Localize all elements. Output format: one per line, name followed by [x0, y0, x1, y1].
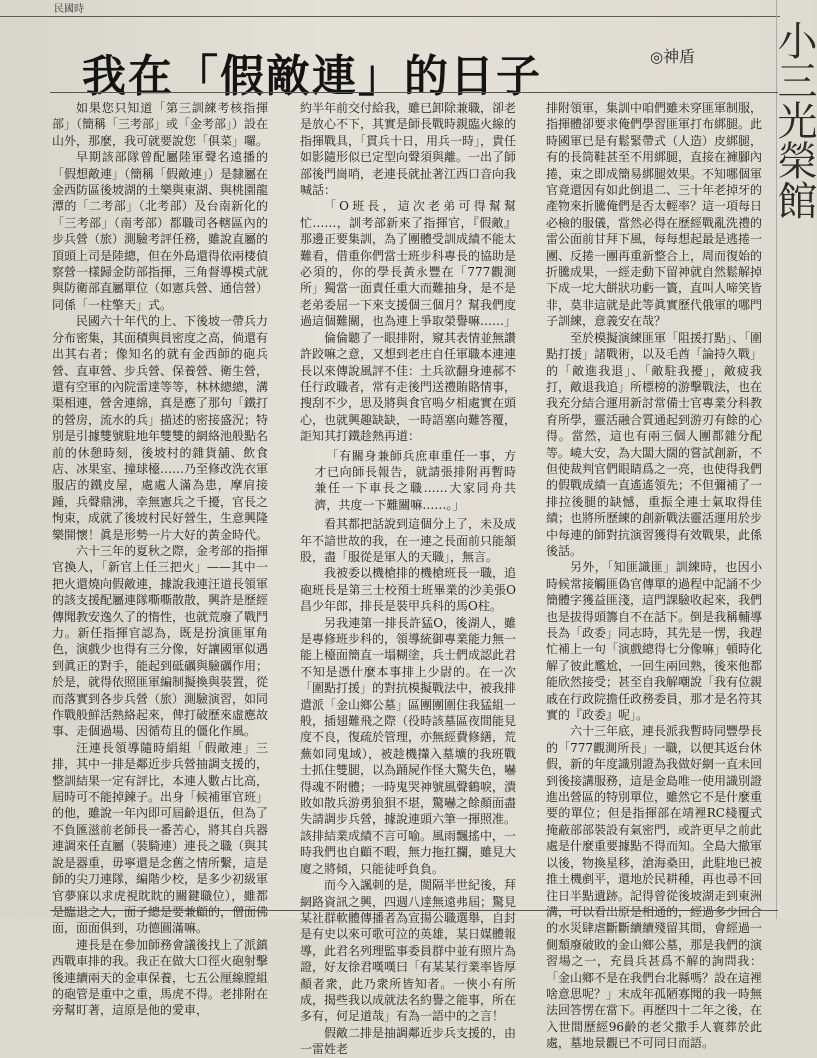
paragraph: 如果您只知道「第三訓練考核指揮部」（簡稱「三考部」或「金考部」）設在山外，那麼，我可就要說您「俱菜」囉。 [52, 101, 269, 148]
adjacent-article-headline: 小三光榮館 [771, 20, 817, 220]
paragraph: 汪連長領導隨時絹組「假敵連」三排，其中一排是鄰近步兵營抽調支援的，整訓結果一定有評比，本連人數占比高，屆時可不能掉鍊子。出身「候補軍官班」的他，雖說一年內即可屆齡退伍，但為了不負匯滋前老師長一番苦心，將其自兵器連調來任直屬（裝騎連）連長之職（與其說是器重，毋寧還是念舊之情所繫，這是師的尖刀連隊，編階少校，是多少初級軍官夢寐以求虎視眈眈的關鍵職位），雖都是臨退之人，面子總是要兼顧的，僧面佛面，面面俱到，功德圓滿嘛。 [52, 740, 269, 936]
paragraph: 我被委以機槍排的機槍班長一職，追砲班長是第三士校預士班畢業的沙美張O昌少年郎，排長是裝甲兵科的馬O柱。 [300, 566, 517, 614]
paragraph: 假敵二排是抽調鄰近步兵支援的，由一雷姓老 [300, 1025, 517, 1057]
paragraph: 另外，「知匪識匪」訓練時，也因小時候常接觸匪偽官傳單的過程中記誦不少簡體字獲益匪淺，這門課驗收起來，我們也是拔得頭籌自不在話下。倒是我稱輔導長為「政委」同志時，其先是一愣，我趕忙補上一句「演戲總得七分像嘛」頓時化解了彼此尷尬，一回生兩回熟，後來他都能欣然接受；甚至自我解嘲說「我有位親戚在行政院擔任政務委員，那才是名符其實的『政委』呢」。 [546, 560, 763, 723]
paragraph: 另我連第一排長許猛O，後湖人，雖是專修班步科的，領導統御專業能力無一能上檯面簡直一塌糊塗，兵士們成認此君不知是憑什麼本事排上少尉的。在一次「圍點打援」的對抗模擬戰法中，被我排遣派「金山鄉公墓」區團團圍住我猛組一般，插翅難飛之際（役時該墓區夜間能見度不良，復疏於管理，亦無經費修繕，荒蕪如同鬼域），被趁機攆入墓壙的我班戰士抓住雙腿，以為踊屍作怪大驚失色，嚇得魂不附體；一時鬼哭神號風聲鶴唳，潰敗如散兵游勇狼狽不堪，驚嚇之餘顏面盡失請調步兵營，據說連頭六筆一揮照准。該排結業成績不言可喻。風雨飄搖中，一時我們也自顧不暇，無力拖扛攔，雖見大廈之將傾，只能徒呼負負。 [300, 615, 517, 876]
paragraph: 約半年前交付給我，雖已卸除兼職，卻老是放心不下，其實是師長戰時親臨火線的指揮戰具，「貫兵十日，用兵一時」，貴任如影隨形似已定型向聲須與離。一出了師部後門崗哨，老連長就扯著江西口音向我喊話： [300, 101, 517, 198]
paragraph: 連長是在參加師務會議後找上了派鎮西戰車排的我。我正在做大口徑火砲射擊後連續兩天的金車保養，七五公厘線膛組的砲管是重中之重，馬虎不得。老排附在旁幫盯著，這原是他的愛車， [52, 937, 269, 1018]
section-name: 民國時 [54, 4, 84, 15]
article-column-2 [300, 100, 517, 1057]
paragraph: 而今入諷刺的是，閩隔半世紀後，拜網路資訊之興，四週八達無遠弗屆；驚見某社群軟體傳播者為宣揚公職選舉，自封是有史以來可歌可泣的英雄，某日媒體報導，此君名列理監事委員群中並有照片為證，好友徐君嘆嘆曰「有某某行業率皆厚顏者衆，此乃衆所皆知者。一俠小有所成，揭些我以成就法名約譽之能事，所在多有，何足道哉」有為一語中的之言！ [300, 878, 517, 1024]
article-title: 我在「假敵連」的日子 [82, 51, 542, 102]
paragraph: 民國六十年代的上、下後坡一帶兵力分布密集，其面積與員密度之高，倘還有出其右者；像知名的就有金西師的砲兵營、直車營、步兵營、保養營、衛生營，還有空軍的內院雷達等等，林林總總，溝渠相連，營舍連綿，真是應了那句「鐵打的營房，流水的兵」描述的密接盛況；特別是引據雙號駐地年雙雙的網絡池般點名前的休憩時刻，後坡村的雜貨舖、飲食店、冰果室、撞球檯……乃至修改洗衣軍服店的鐵皮屋，處處人滿為患，摩肩接踵，兵聲鼎沸，幸無憲兵之千擾，官長之恂束，成就了後坡村民好營生，生意興隆樂開懷！眞是形勢一片大好的黃金時代。 [52, 314, 269, 542]
article-column-3 [546, 100, 763, 1051]
paragraph: 看其都把話說到這個分上了，未及成年不諳世故的我，在一連之長面前只能頷股，盡「服從是軍人的天職」，無言。 [300, 517, 517, 564]
author-name: 神盾 [663, 47, 696, 66]
paragraph: 至於模擬演練匪軍「阻援打點」、「圍點打援」諸戰術，以及毛酋「論持久戰」的「敵進我退」、「敵駐我擾」，敵疲我打，敵退我追」所標榜的游擊戰法，也在我充分結合運用新討常備士官專業分科教育所學，靈活融合質通起到游刃有餘的心得。當然，這也有兩三個人團都雜分配等。嶢大安，為大闆大闊的嘗試創新，不但使裁判官們眼睛爲之一亮，也使得我們的假戰成績一直遙遙領先；不但彌補了一排拉後腿的缺憾，重振全連士氣取得佳績；也將所歷練的創新戰法靈活運用於步中每連的師對抗演習獲得有效戰果，此係後話。 [546, 330, 763, 558]
paragraph: 六十三年的夏秋之際，金考部的指揮官換人，「新官上任三把火」——其中一把火還燒向假敵連，據說我連汪道長領軍的該支援配屬連隊嘶嘶散散，興許是歷經傳聞教安逸久了的惰性，也就荒廢了戰鬥力。新任指揮官認為，既是扮演匪軍角色，演戲少也得有三分像，好讓國軍似遇到眞正的對手，能起到砥礪與驗礪作用；於是，就得依照匪軍編制擬換與裝置，從而落實到各步兵營（旅）測驗演習，如同作戰般鮮活熱絡起來，俾打破歷來虛應故事、走個過場、因循苟且的僵化作風。 [52, 543, 269, 739]
paragraph: 「有關身兼師兵庶車重任一事，方才已向師長報告，就請張排附再暫時兼任一下車長之職……大家同舟共濟，共度一下難關嘛……。」 [314, 448, 516, 512]
paragraph: 排附領軍，集訓中咱們雖未穿匪軍制服，指揮體卻要求俺們學習匪軍打布綁腿。此時國軍已是有鬆緊帶式（人造）皮綁腿，有的長筒鞋甚至不用綁腿，直接在褲腳內捲，束之即成簡易綁腿效果。不知哪個軍官竟還因有如此倒退二、三十年老掉牙的產物來折騰俺們是否太輕率？這一項每日必檢的服儀，當然必得在歷經戰亂洗禮的雷公面前甘拜下風，每每想起最是逃捲一團、反捲一團再重新整合上，周而復始的折騰成果，一經走動下留神就自然鬆解掉下成一坨大餅狀功虧一簣，直叫人啼笑皆非，莫非這就是此等眞實歷代俄軍的哪門子訓練，意義安在哉？ [546, 101, 763, 329]
paragraph: 六十三年底，連長派我暫時同豐學長的「777觀測所長」一職，以便其返台休假，新的年度識別證為我做好網一直未回到後接講服務，這是金島唯一使用識別證進出營區的特別單位，雖然它不是什麼重要的單位；但是指揮部在靖裡RC棧覆式掩蔽部部裝設有氣密門，或許更早之前此處是什麼重要據點不得而知。全島大撤軍以後，物換星移，滄海桑田，此駐地已被推土機剷平，還地於民耕種，再也尋不回往日半點遺跡。記得曾從後坡湖走到東洲溝，可以看出原是相通的，經過多少回合的水災肆虐斷斷續續殘留其間，會經過一側頹廢破敗的金山鄉公墓，那是我們的演習場之一，充員兵甚爲不解的詢問我：「金山鄉不是在我們台北縣嗎？設在這裡啥意思呢？」末成年孤陋寡聞的我一時無法回答愣在當下。再歷四十二年之後，在入世間歷經96齡的老父撒手人寰葬於此處，墓地景觀已不可同日而語。 [546, 724, 763, 1051]
title-divider [50, 92, 778, 93]
paragraph: 早期該部隊曾配屬陸軍聲名遠播的「假想敵連」（簡稱「假敵連」）是隸屬在金西防區後坡湖的土樂與東湖、與桃園龍潭的「二考部」（北考部）及台南新化的「三考部」（南考部）都職司各轄區內的步兵營（旅）測驗考評任務，雖說直屬的頂頭上司是陸總，但在外島還得依兩棲偵察營一樣歸金防部指揮，三角督導模式就與防衛部直屬單位（如憲兵營、通信營）同係「一柱擎天」式。 [52, 150, 269, 312]
paragraph: 「O班長，這次老弟可得幫幫忙……，訓考部新來了指揮官，『假敵』那邊正要集訓，為了團體受訓成績不能太難看，借重你們當士班步科專長的協助是必須的，你的學長黃永豐在「777觀測所」獨當一面責任重大而難抽身，是不是老弟委屈一下來支援個三個月？幫我們度過這個難關，也為連上爭取榮譽嘛……」 [300, 199, 517, 329]
paragraph: 倫倫聽了一眼排附，窺其表情並無讚許跤嘛之意，又想到老庄自任軍職本連連長以來傳說風評不佳：土兵欲翻身連郝不任行政職者，常有走後門送禮賄賂情事，搜刮不少，思及將與食官嗚夕相處實在頭心，也就興趣缺缺，一時語塞向難答覆，詎知其打鐵趁熱再道： [300, 330, 517, 444]
byline-mark: ◎ [650, 48, 664, 66]
article-column-1 [52, 100, 269, 1018]
section-header-bar [0, 0, 780, 17]
article-byline [650, 44, 695, 67]
bottom-divider [50, 910, 778, 911]
